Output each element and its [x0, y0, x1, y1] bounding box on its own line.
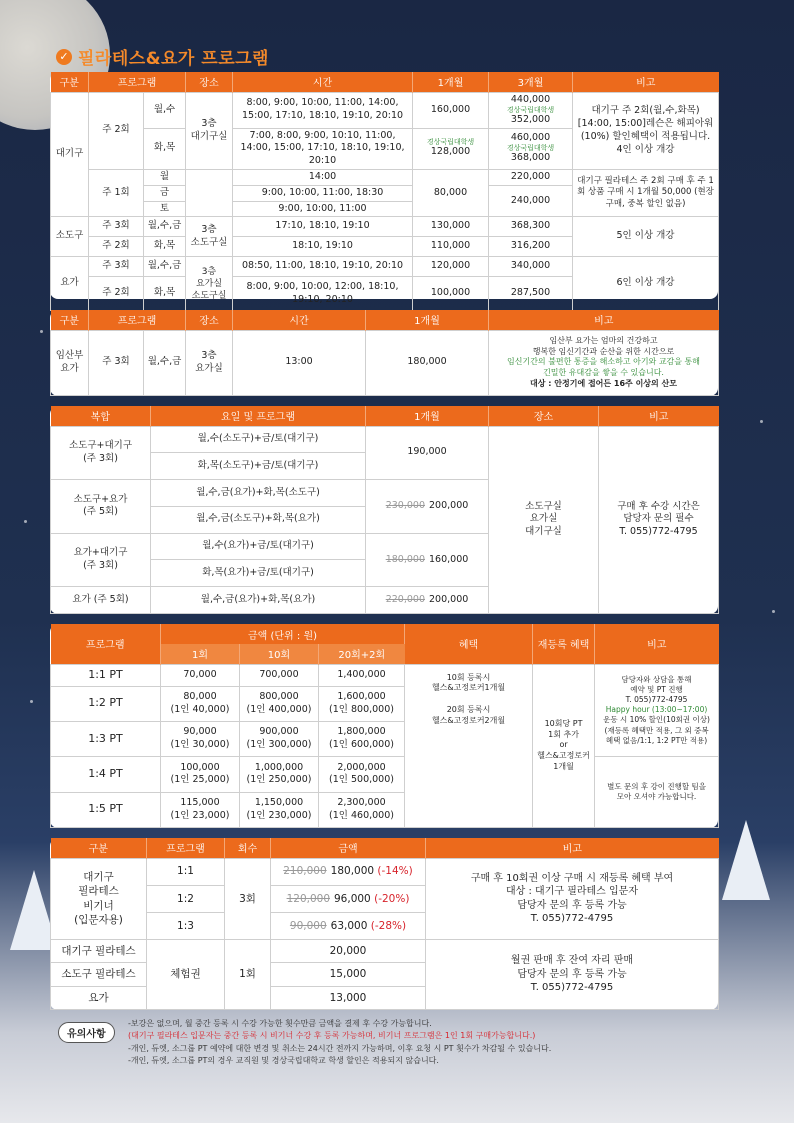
- notice-item: -개인, 듀엣, 소그룹 PT의 경우 교직원 및 경상국립대학교 학생 할인은 적용되지 않습니다.: [128, 1056, 439, 1066]
- price-cell: 90,000 63,000 (-28%): [271, 912, 426, 939]
- time-cell: 7:00, 8:00, 9:00, 10:10, 11:00, 14:00, 15:00, 17:10, 18:10, 19:10, 20:10: [233, 128, 413, 169]
- pt-name-cell: 1:4 PT: [51, 757, 161, 792]
- header-cell: 금액: [271, 838, 426, 858]
- price-cell: 240,000: [489, 185, 573, 217]
- price-cell: 1,600,000 (1인 800,000): [319, 686, 405, 721]
- time-cell: 9:00, 10:00, 11:00: [233, 201, 413, 217]
- prenatal-yoga-table: [50, 310, 718, 396]
- frequency-cell: 주 3회: [89, 217, 144, 237]
- price-cell: 700,000: [240, 664, 319, 686]
- header-cell: 1개월: [413, 72, 489, 92]
- category-cell: 요가: [51, 257, 89, 311]
- price-cell: 2,000,000 (1인 500,000): [319, 757, 405, 792]
- frequency-cell: 주 3회: [89, 330, 144, 396]
- combo-table: [50, 406, 718, 614]
- schedule-cell: 화,목(소도구)+금/토(대기구): [151, 453, 366, 480]
- price-cell: 220,000 200,000: [366, 587, 489, 614]
- place-cell: [186, 169, 233, 216]
- price-cell: 180,000: [366, 330, 489, 396]
- header-cell: 요일 및 프로그램: [151, 406, 366, 426]
- header-cell: 비고: [426, 838, 719, 858]
- header-cell: 금액 (단위 : 원): [161, 624, 405, 644]
- place-cell: 3층 소도구실: [186, 217, 233, 257]
- program-cell: 체험권: [147, 939, 225, 1009]
- notice-item: (대기구 필라테스 입문자는 중간 등록 시 비기너 수강 후 등록 가능하며, 비기너 프로그램은 1인 1회 구매가능합니다.): [128, 1031, 536, 1041]
- header-cell: 20회+2회: [319, 644, 405, 664]
- time-cell: 14:00: [233, 169, 413, 185]
- frequency-cell: 주 1회: [89, 169, 144, 216]
- category-cell: 소도구: [51, 217, 89, 257]
- price-cell: 100,000: [413, 277, 489, 311]
- time-cell: 08:50, 11:00, 18:10, 19:10, 20:10: [233, 257, 413, 277]
- header-cell: 시간: [233, 72, 413, 92]
- count-cell: 3회: [225, 858, 271, 939]
- price-cell: 110,000: [413, 237, 489, 257]
- combo-name-cell: 요가+대기구 (주 3회): [51, 533, 151, 587]
- header-cell: 시간: [233, 310, 366, 330]
- price-cell: 20,000: [271, 939, 426, 962]
- price-cell: 287,500: [489, 277, 573, 311]
- price-cell: 1,400,000: [319, 664, 405, 686]
- category-cell: 대기구: [51, 92, 89, 217]
- price-cell: 1,000,000 (1인 250,000): [240, 757, 319, 792]
- price-cell: 210,000 180,000 (-14%): [271, 858, 426, 885]
- price-cell: 1,800,000 (1인 600,000): [319, 721, 405, 756]
- days-cell: 월: [144, 169, 186, 185]
- price-cell: 80,000 (1인 40,000): [161, 686, 240, 721]
- pt-table: [50, 624, 718, 828]
- header-cell: 프로그램: [51, 624, 161, 664]
- program-cell: 1:3: [147, 912, 225, 939]
- price-cell: 120,000 96,000 (-20%): [271, 885, 426, 912]
- note-cell: 월권 판매 후 잔여 자리 판매 담당자 문의 후 등록 가능 T. 055)772-4795: [426, 939, 719, 1009]
- price-cell: 440,000 경상국립대학생 352,000: [489, 92, 573, 128]
- header-cell: 프로그램: [89, 310, 186, 330]
- days-cell: 월,수: [144, 92, 186, 128]
- header-cell: 비고: [573, 72, 719, 92]
- category-cell: 임산부 요가: [51, 330, 89, 396]
- header-cell: 1회: [161, 644, 240, 664]
- notice-badge: 유의사항: [58, 1022, 115, 1043]
- price-cell: 160,000: [413, 92, 489, 128]
- price-cell: 130,000: [413, 217, 489, 237]
- days-cell: 월,수,금: [144, 257, 186, 277]
- days-cell: 월,수,금: [144, 217, 186, 237]
- note-cell: 대기구 필라테스 주 2회 구매 후 주 1회 상품 구매 시 1개월 50,000 (현장 구매, 중복 할인 없음): [573, 169, 719, 216]
- days-cell: 화,목: [144, 237, 186, 257]
- snow-dot: [760, 420, 763, 423]
- header-cell: 10회: [240, 644, 319, 664]
- note-cell: 대기구 주 2회(월,수,화목) [14:00, 15:00]레슨은 해피아워(10%) 할인혜택이 적용됩니다. 4인 이상 개강: [573, 92, 719, 169]
- price-cell: 180,000 160,000: [366, 533, 489, 587]
- price-cell: 경상국립대학생 128,000: [413, 128, 489, 169]
- price-cell: 220,000: [489, 169, 573, 185]
- notice-item: -개인, 듀엣, 소그룹 PT 예약에 대한 변경 및 취소는 24시간 전까지 가능하며, 이후 요청 시 PT 횟수가 차감될 수 있습니다.: [128, 1043, 552, 1053]
- header-cell: 1개월: [366, 406, 489, 426]
- place-cell: 3층 요가실 소도구실: [186, 257, 233, 311]
- price-cell: 316,200: [489, 237, 573, 257]
- benefit-cell: 10회 등록시 헬스&고정로커1개월 20회 등록시 헬스&고정로커2개월: [405, 664, 533, 828]
- pt-name-cell: 1:2 PT: [51, 686, 161, 721]
- header-cell: 장소: [489, 406, 599, 426]
- reregister-cell: 10회당 PT 1회 추가 or 헬스&고정로커 1개월: [533, 664, 595, 828]
- schedule-cell: 월,수,금(소도구)+화,목(요가): [151, 506, 366, 533]
- header-cell: 회수: [225, 838, 271, 858]
- trial-name-cell: 대기구 필라테스: [51, 939, 147, 962]
- trial-name-cell: 소도구 필라테스: [51, 963, 147, 986]
- combo-name-cell: 소도구+대기구 (주 3회): [51, 426, 151, 480]
- time-cell: 8:00, 9:00, 10:00, 12:00, 18:10, 19:10, 20:10: [233, 277, 413, 311]
- days-cell: 화,목: [144, 128, 186, 169]
- note-cell: 구매 후 수강 시간은 담당자 문의 필수 T. 055)772-4795: [599, 426, 719, 614]
- header-cell: 혜택: [405, 624, 533, 664]
- header-cell: 비고: [489, 310, 719, 330]
- program-table: [50, 72, 718, 305]
- tree-decoration: [722, 820, 770, 900]
- header-cell: 프로그램: [89, 72, 186, 92]
- price-cell: 460,000 경상국립대학생 368,000: [489, 128, 573, 169]
- note-cell: 담당자와 상담을 통해 예약 및 PT 진행 T. 055)772-4795 Happy hour (13:00~17:00) 운동 시 10% 할인(10회권 이상) (재등록 혜택만 적용, 그 외 중복 혜택 없음/1:1, 1:2 PT만 적용): [595, 664, 719, 757]
- days-cell: 월,수,금: [144, 330, 186, 396]
- note-cell: 임산부 요가는 엄마의 건강하고 행복한 임신기간과 순산을 위한 시간으로 임신기간의 불편한 통증을 해소하고 아기와 교감을 통해 긴밀한 유대감을 쌓을 수 있습니다. 대상 : 안정기에 접어든 16주 이상의 산모: [489, 330, 719, 396]
- combo-name-cell: 소도구+요가 (주 5회): [51, 480, 151, 534]
- beginner-table: [50, 838, 718, 1010]
- price-cell: 1,150,000 (1인 230,000): [240, 792, 319, 827]
- price-cell: 900,000 (1인 300,000): [240, 721, 319, 756]
- time-cell: 17:10, 18:10, 19:10: [233, 217, 413, 237]
- header-cell: 구분: [51, 838, 147, 858]
- header-cell: 장소: [186, 310, 233, 330]
- days-cell: 금: [144, 185, 186, 201]
- price-cell: 13,000: [271, 986, 426, 1009]
- frequency-cell: 주 2회: [89, 277, 144, 311]
- header-cell: 비고: [595, 624, 719, 664]
- days-cell: 화,목: [144, 277, 186, 311]
- combo-name-cell: 요가 (주 5회): [51, 587, 151, 614]
- snow-dot: [30, 700, 33, 703]
- price-cell: 15,000: [271, 963, 426, 986]
- frequency-cell: 주 2회: [89, 92, 144, 169]
- check-icon: ✓: [56, 49, 72, 65]
- place-cell: 3층 대기구실: [186, 92, 233, 169]
- snow-dot: [40, 330, 43, 333]
- notice-item: -보강은 없으며, 월 중간 등록 시 수강 가능한 횟수만큼 금액을 결제 후 수강 가능합니다.: [128, 1019, 432, 1028]
- header-cell: 장소: [186, 72, 233, 92]
- price-cell: 340,000: [489, 257, 573, 277]
- pt-name-cell: 1:5 PT: [51, 792, 161, 827]
- schedule-cell: 화,목(요가)+금/토(대기구): [151, 560, 366, 587]
- snow-dot: [772, 610, 775, 613]
- category-cell: 대기구 필라테스 비기너 (입문자용): [51, 858, 147, 939]
- price-cell: 80,000: [413, 169, 489, 216]
- price-cell: 368,300: [489, 217, 573, 237]
- price-cell: 70,000: [161, 664, 240, 686]
- price-cell: 115,000 (1인 23,000): [161, 792, 240, 827]
- price-cell: 230,000 200,000: [366, 480, 489, 534]
- header-cell: 비고: [599, 406, 719, 426]
- time-cell: 18:10, 19:10: [233, 237, 413, 257]
- price-cell: 100,000 (1인 25,000): [161, 757, 240, 792]
- schedule-cell: 월,수,금(요가)+화,목(요가): [151, 587, 366, 614]
- snow-dot: [24, 520, 27, 523]
- days-cell: 토: [144, 201, 186, 217]
- schedule-cell: 월,수,금(요가)+화,목(소도구): [151, 480, 366, 507]
- header-cell: 1개월: [366, 310, 489, 330]
- note-cell: 구매 후 10회권 이상 구매 시 재등록 혜택 부여 대상 : 대기구 필라테스 입문자 담당자 문의 후 등록 가능 T. 055)772-4795: [426, 858, 719, 939]
- time-cell: 9:00, 10:00, 11:00, 18:30: [233, 185, 413, 201]
- notice-list: [128, 1018, 728, 1068]
- note-cell: 6인 이상 개강: [573, 257, 719, 311]
- time-cell: 13:00: [233, 330, 366, 396]
- place-cell: 소도구실 요가실 대기구실: [489, 426, 599, 614]
- header-cell: 구분: [51, 72, 89, 92]
- price-cell: 800,000 (1인 400,000): [240, 686, 319, 721]
- note-cell: 5인 이상 개강: [573, 217, 719, 257]
- header-cell: 3개월: [489, 72, 573, 92]
- pt-name-cell: 1:3 PT: [51, 721, 161, 756]
- frequency-cell: 주 2회: [89, 237, 144, 257]
- header-cell: 구분: [51, 310, 89, 330]
- price-cell: 2,300,000 (1인 460,000): [319, 792, 405, 827]
- trial-name-cell: 요가: [51, 986, 147, 1009]
- place-cell: 3층 요가실: [186, 330, 233, 396]
- header-cell: 재등록 혜택: [533, 624, 595, 664]
- price-cell: 190,000: [366, 426, 489, 480]
- price-cell: 120,000: [413, 257, 489, 277]
- pt-name-cell: 1:1 PT: [51, 664, 161, 686]
- program-cell: 1:2: [147, 885, 225, 912]
- note-cell: 별도 문의 후 강이 진행할 팀을 모아 오셔야 가능합니다.: [595, 757, 719, 828]
- frequency-cell: 주 3회: [89, 257, 144, 277]
- time-cell: 8:00, 9:00, 10:00, 11:00, 14:00, 15:00, 17:10, 18:10, 19:10, 20:10: [233, 92, 413, 128]
- schedule-cell: 월,수(소도구)+금/토(대기구): [151, 426, 366, 453]
- header-cell: 복합: [51, 406, 151, 426]
- price-cell: 90,000 (1인 30,000): [161, 721, 240, 756]
- schedule-cell: 월,수(요가)+금/토(대기구): [151, 533, 366, 560]
- count-cell: 1회: [225, 939, 271, 1009]
- page-title: ✓ 필라테스&요가 프로그램: [56, 44, 269, 69]
- program-cell: 1:1: [147, 858, 225, 885]
- header-cell: 프로그램: [147, 838, 225, 858]
